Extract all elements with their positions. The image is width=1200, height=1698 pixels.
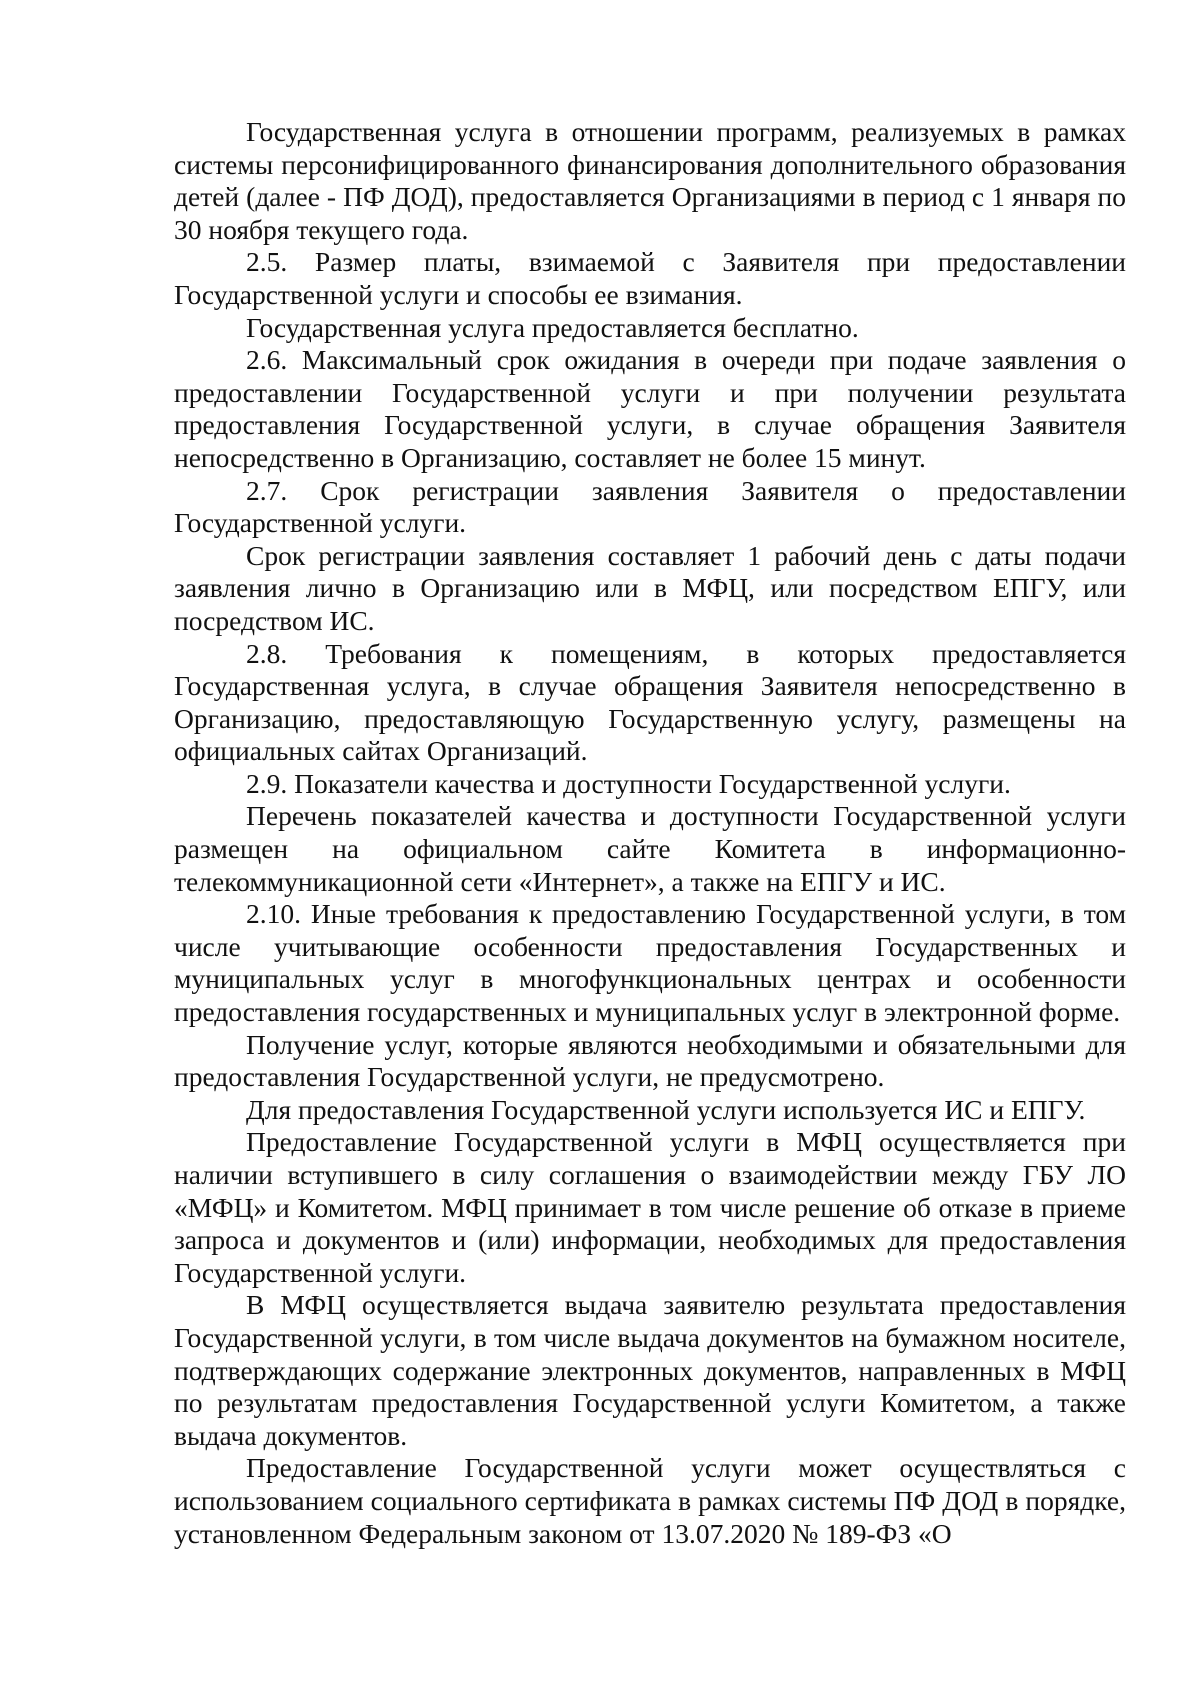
paragraph: 2.8. Требования к помещениям, в которых предоставляется Государственная услуга, в случае обращения Заявителя непосредственно в Организацию, предоставляющую Государственную услугу, размещены на официальных сайтах Организаций. [174,637,1126,767]
paragraph: 2.7. Срок регистрации заявления Заявителя о предоставлении Государственной услуги. [174,474,1126,539]
paragraph: 2.5. Размер платы, взимаемой с Заявителя при предоставлении Государственной услуги и способы ее взимания. [174,246,1126,310]
paragraph: Перечень показателей качества и доступности Государственной услуги размещен на официальном сайте Комитета в информационно-телекоммуникационной сети «Интернет», а также на ЕПГУ и ИС. [174,800,1126,897]
document-body [174,116,1126,1550]
paragraph: 2.10. Иные требования к предоставлению Государственной услуги, в том числе учитывающие особенности предоставления Государственных и муниципальных услуг в многофункциональных центрах и особенности предоставления государственных и муниципальных услуг в электронной форме. [174,898,1126,1028]
paragraph: Получение услуг, которые являются необходимыми и обязательными для предоставления Государственной услуги, не предусмотрено. [174,1028,1126,1093]
paragraph: В МФЦ осуществляется выдача заявителю результата предоставления Государственной услуги, в том числе выдача документов на бумажном носителе, подтверждающих содержание электронных документов, направленных в МФЦ по результатам предоставления Государственной услуги Комитетом, а также выдача документов. [174,1289,1126,1451]
paragraph: Срок регистрации заявления составляет 1 рабочий день с даты подачи заявления лично в Организацию или в МФЦ, или посредством ЕПГУ, или посредством ИС. [174,539,1126,636]
paragraph: Для предоставления Государственной услуги используется ИС и ЕПГУ. [246,1093,1086,1125]
paragraph: Государственная услуга в отношении программ, реализуемых в рамках системы персонифицированного финансирования дополнительного образования детей (далее - ПФ ДОД), предоставляется Организациями в период с 1 января по 30 ноября текущего года. [174,116,1126,245]
paragraph: 2.9. Показатели качества и доступности Государственной услуги. [246,767,1011,799]
paragraph: Предоставление Государственной услуги может осуществляться с использованием социального сертификата в рамках системы ПФ ДОД в порядке, установленном Федеральным законом от 13.07.2020 № 189-ФЗ «О [174,1452,1126,1549]
paragraph: Государственная услуга предоставляется бесплатно. [246,311,859,343]
paragraph: Предоставление Государственной услуги в МФЦ осуществляется при наличии вступившего в силу соглашения о взаимодействии между ГБУ ЛО «МФЦ» и Комитетом. МФЦ принимает в том числе решение об отказе в приеме запроса и документов и (или) информации, необходимых для предоставления Государственной услуги. [174,1126,1126,1288]
paragraph: 2.6. Максимальный срок ожидания в очереди при подаче заявления о предоставлении Государственной услуги и при получении результата предоставления Государственной услуги, в случае обращения Заявителя непосредственно в Организацию, составляет не более 15 минут. [174,344,1126,473]
